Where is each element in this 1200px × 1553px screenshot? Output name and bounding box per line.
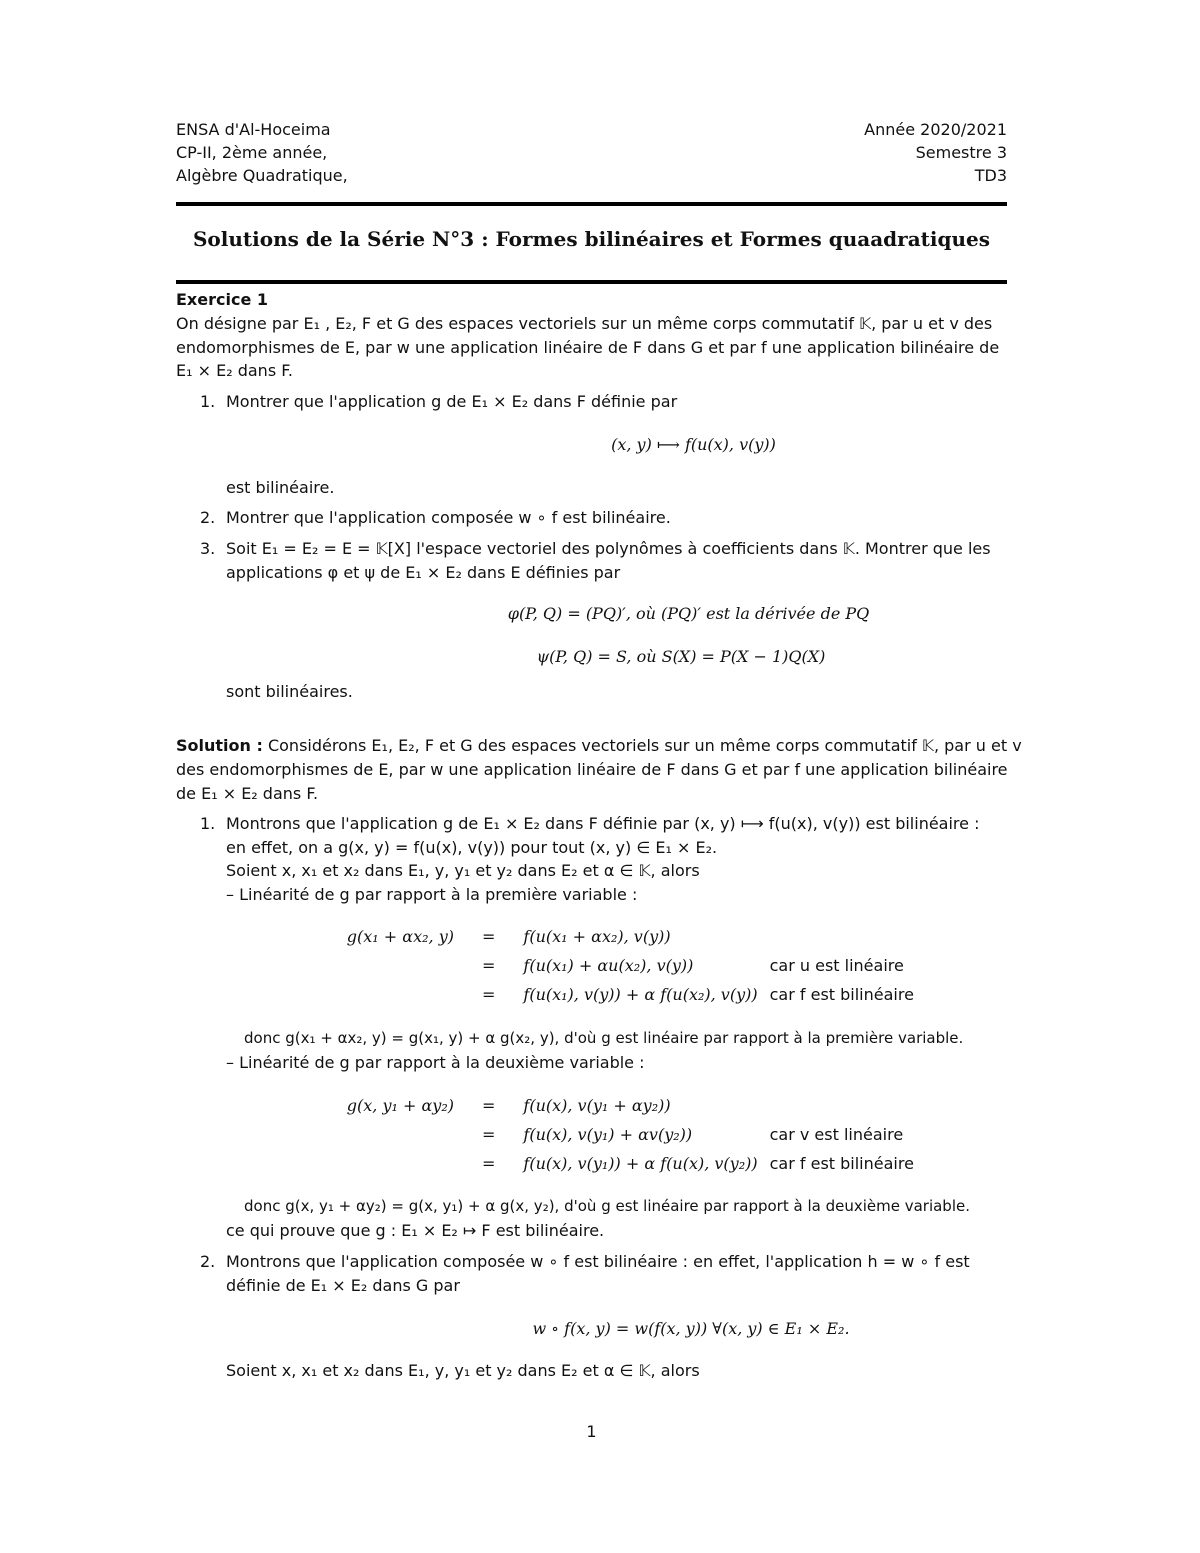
eq2-sign: = [482,1096,496,1115]
s1-bullet-1: – Linéarité de g par rapport à la première variable : [226,885,638,904]
s1-conclusion-1: donc g(x₁ + αx₂, y) = g(x₁, y) + α g(x₂, y), d'où g est linéaire par rapport à la première variable. [244,1029,964,1047]
eq1-lhs: g(x₁ + αx₂, y) [346,927,454,946]
s2-line-3: Soient x, x₁ et x₂ dans E₁, y, y₁ et y₂ dans E₂ et α ∈ 𝕂, alors [226,1361,700,1380]
eq1-rhs: f(u(x₁) + αu(x₂), v(y)) [523,956,694,975]
q3-line-2: applications φ et ψ de E₁ × E₂ dans E définies par [226,563,621,582]
eq2-lhs: g(x, y₁ + αy₂) [346,1096,454,1115]
s1-line-2: en effet, on a g(x, y) = f(u(x), v(y)) pour tout (x, y) ∈ E₁ × E₂. [226,838,718,857]
q1-formula: (x, y) ⟼ f(u(x), v(y)) [611,435,776,454]
exercise-intro-line-3: E₁ × E₂ dans F. [176,361,293,380]
eq1-row [308,980,920,1009]
exercise-intro-line-2: endomorphismes de E, par w une application linéaire de F dans G et par f une application bilinéaire de [176,338,1000,357]
q2-number: 2. [200,508,216,527]
s2-line-1: Montrons que l'application composée w ∘ f est bilinéaire : en effet, l'application h = w ∘ f est [226,1252,970,1271]
q3-end: sont bilinéaires. [226,682,353,701]
eq2-row [308,1149,920,1178]
s1-conclusion-2: donc g(x, y₁ + αy₂) = g(x, y₁) + α g(x, y₂), d'où g est linéaire par rapport à la deuxième variable. [244,1197,970,1215]
solution-intro-text: Considérons E₁, E₂, F et G des espaces vectoriels sur un même corps commutatif 𝕂, par u et v [262,736,1022,755]
eq1-sign: = [482,927,496,946]
eq1-sign: = [482,956,496,975]
equation-array-1 [308,922,920,1009]
eq1-note [764,922,920,951]
eq2-rhs: f(u(x), v(y₁)) + α f(u(x), v(y₂)) [523,1154,758,1173]
eq2-sign: = [482,1154,496,1173]
header-semester: Semestre 3 [915,143,1007,162]
page-title: Solutions de la Série N°3 : Formes bilinéaires et Formes quaadratiques [192,227,990,251]
eq1-sign: = [482,985,496,1004]
q3-number: 3. [200,539,216,558]
header-rule-top [176,202,1007,206]
eq2-rhs: f(u(x), v(y₁) + αv(y₂)) [523,1125,693,1144]
solution-label: Solution : [176,736,263,755]
header-school: ENSA d'Al-Hoceima [176,120,331,139]
s1-number: 1. [200,814,216,833]
eq1-note: car f est bilinéaire [769,985,914,1004]
eq1-rhs: f(u(x₁ + αx₂), v(y)) [523,927,671,946]
page-number: 1 [586,1422,597,1441]
s1-bullet-2: – Linéarité de g par rapport à la deuxième variable : [226,1053,645,1072]
solution-intro-line-2: des endomorphismes de E, par w une application linéaire de F dans G et par f une application bilinéaire [176,760,1008,779]
eq2-note: car v est linéaire [769,1125,904,1144]
eq2-note [764,1091,920,1120]
s2-number: 2. [200,1252,216,1271]
header-class: CP-II, 2ème année, [176,143,328,162]
q1-end: est bilinéaire. [226,478,335,497]
header-rule-bottom [176,280,1007,284]
s2-formula: w ∘ f(x, y) = w(f(x, y)) ∀(x, y) ∈ E₁ × E₂. [532,1319,850,1338]
s2-line-2: définie de E₁ × E₂ dans G par [226,1276,460,1295]
q3-line-1: Soit E₁ = E₂ = E = 𝕂[X] l'espace vectoriel des polynômes à coefficients dans 𝕂. Montrer que les [226,539,991,558]
q2-text: Montrer que l'application composée w ∘ f est bilinéaire. [226,508,671,527]
solution-intro-line-3: de E₁ × E₂ dans F. [176,784,319,803]
eq2-row [308,1091,920,1120]
eq2-note: car f est bilinéaire [769,1154,914,1173]
eq1-row [308,951,920,980]
q1-number: 1. [200,392,216,411]
header-year: Année 2020/2021 [864,120,1007,139]
q3-formula-phi: φ(P, Q) = (PQ)′, où (PQ)′ est la dérivée de PQ [507,604,870,623]
header-td: TD3 [974,166,1007,185]
q1-text: Montrer que l'application g de E₁ × E₂ dans F définie par [226,392,678,411]
q3-formula-psi: ψ(P, Q) = S, où S(X) = P(X − 1)Q(X) [536,647,826,666]
s1-line-3: Soient x, x₁ et x₂ dans E₁, y, y₁ et y₂ dans E₂ et α ∈ 𝕂, alors [226,861,700,880]
header-course: Algèbre Quadratique, [176,166,348,185]
eq1-rhs: f(u(x₁), v(y)) + α f(u(x₂), v(y)) [523,985,758,1004]
exercise-heading: Exercice 1 [176,290,268,309]
eq2-sign: = [482,1125,496,1144]
s1-line-1: Montrons que l'application g de E₁ × E₂ dans F définie par (x, y) ⟼ f(u(x), v(y)) est bilinéaire : [226,814,980,833]
exercise-intro-line-1: On désigne par E₁ , E₂, F et G des espaces vectoriels sur un même corps commutatif 𝕂, par u et v des [176,314,993,333]
eq2-row [308,1120,920,1149]
eq2-rhs: f(u(x), v(y₁ + αy₂)) [523,1096,671,1115]
s1-final: ce qui prouve que g : E₁ × E₂ ↦ F est bilinéaire. [226,1221,605,1240]
solution-intro-line-1 [176,738,1022,754]
eq1-note: car u est linéaire [769,956,904,975]
eq1-row [308,922,920,951]
equation-array-2 [308,1091,920,1178]
